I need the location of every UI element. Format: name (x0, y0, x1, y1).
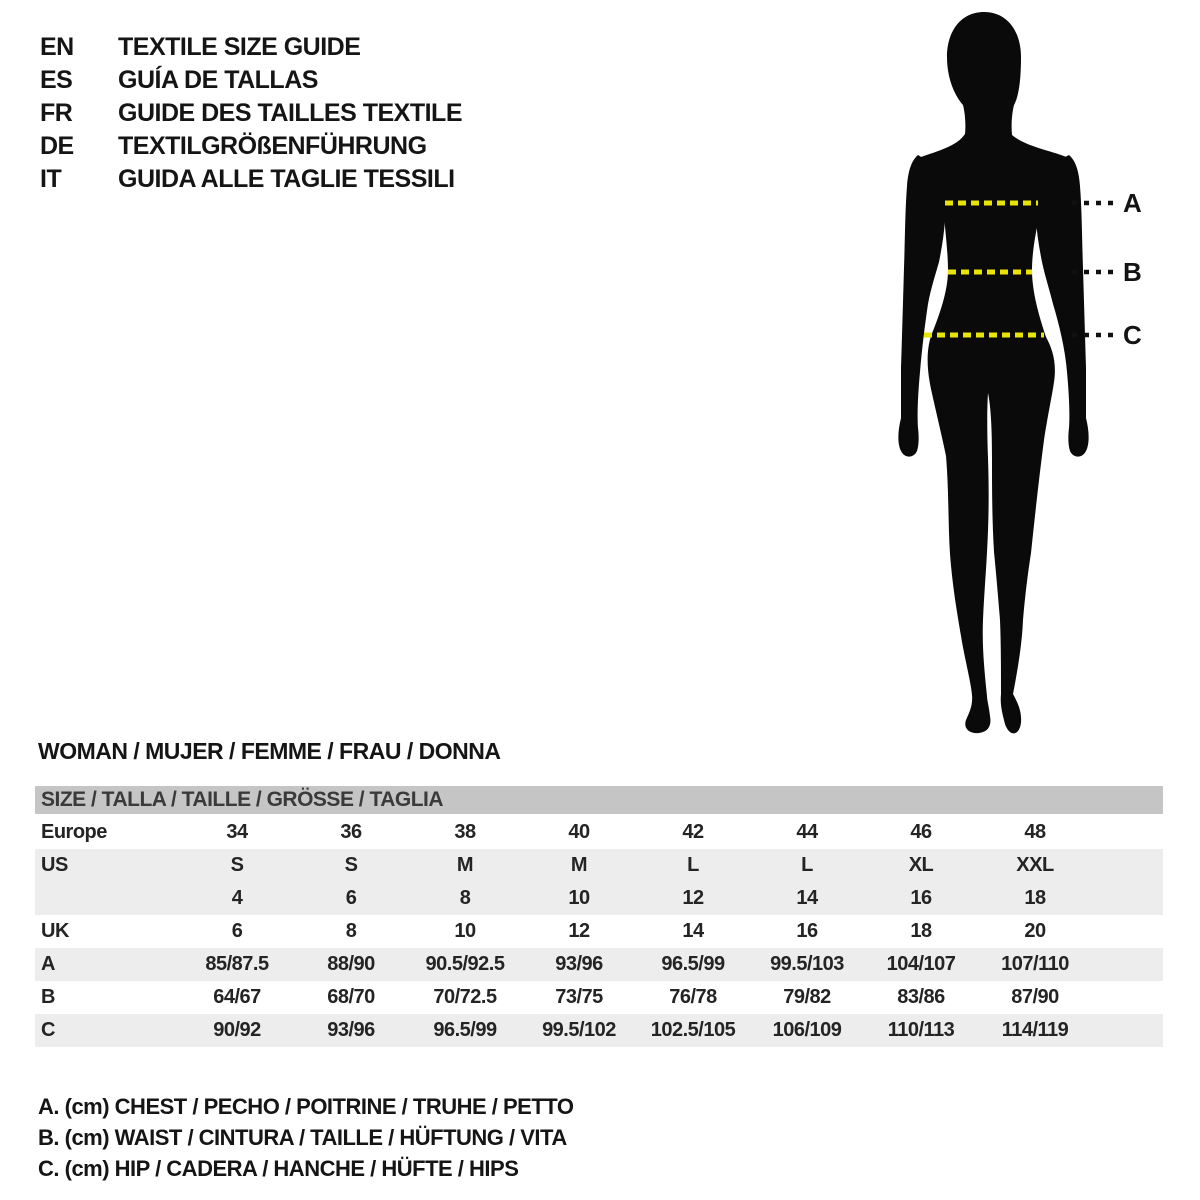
language-title: TEXTILE SIZE GUIDE (118, 33, 361, 61)
size-table (35, 786, 1163, 1047)
size-cell: 102.5/105 (636, 1014, 750, 1047)
size-cell: 85/87.5 (180, 948, 294, 981)
size-cell: 40 (568, 821, 590, 843)
size-cell: 38 (454, 821, 476, 843)
size-table-header-row (35, 786, 1163, 815)
language-title: GUIDE DES TAILLES TEXTILE (118, 99, 463, 127)
size-cell: 34 (226, 821, 248, 843)
language-row-es (40, 64, 462, 97)
size-table-header: SIZE / TALLA / TAILLE / GRÖSSE / TAGLIA (35, 786, 1163, 815)
size-cell: 64/67 (213, 986, 261, 1008)
size-cell: 110/113 (864, 1014, 978, 1047)
size-cell: 93/96 (522, 948, 636, 981)
size-cell: 36 (340, 821, 362, 843)
table-row (35, 849, 1163, 882)
size-cell: 114/119 (978, 1014, 1092, 1047)
legend-line-chest: A. (cm) CHEST / PECHO / POITRINE / TRUHE / PETTO (38, 1094, 574, 1119)
size-cell: 87/90 (1011, 986, 1059, 1008)
size-cell: 96.5/99 (408, 1014, 522, 1047)
size-cell: S (294, 849, 408, 882)
size-cell: 106/109 (750, 1014, 864, 1047)
language-title: GUIDA ALLE TAGLIE TESSILI (118, 165, 455, 193)
size-cell: M (408, 849, 522, 882)
measurement-legend (38, 1091, 573, 1184)
language-code: EN (40, 33, 74, 61)
language-title: GUÍA DE TALLAS (118, 66, 318, 94)
size-cell: 42 (682, 821, 704, 843)
size-cell: 104/107 (864, 948, 978, 981)
language-row-it (40, 163, 462, 196)
row-label: A (35, 948, 180, 981)
size-cell: 12 (568, 920, 590, 942)
spacer-cell (1092, 981, 1163, 1014)
size-cell: 8 (345, 920, 357, 942)
size-cell: 8 (408, 882, 522, 915)
marker-label-b: B (1123, 257, 1142, 287)
size-cell: 73/75 (555, 986, 603, 1008)
gender-section-title: WOMAN / MUJER / FEMME / FRAU / DONNA (38, 738, 501, 764)
size-table-body (35, 815, 1163, 1047)
size-cell: 14 (750, 882, 864, 915)
legend-line-hip: C. (cm) HIP / CADERA / HANCHE / HÜFTE / HIPS (38, 1156, 519, 1181)
row-label: Europe (41, 821, 107, 843)
row-label (35, 882, 180, 915)
size-cell: 18 (910, 920, 932, 942)
spacer-cell (1092, 1014, 1163, 1047)
woman-silhouette-figure (860, 0, 1160, 760)
size-cell: 90.5/92.5 (408, 948, 522, 981)
size-cell: L (636, 849, 750, 882)
spacer-cell (1092, 915, 1163, 948)
size-cell: 12 (636, 882, 750, 915)
table-row (35, 948, 1163, 981)
size-cell: 10 (522, 882, 636, 915)
size-cell: 44 (796, 821, 818, 843)
size-cell: 10 (454, 920, 476, 942)
size-cell: 68/70 (327, 986, 375, 1008)
size-cell: 99.5/102 (522, 1014, 636, 1047)
spacer-cell (1092, 849, 1163, 882)
language-code: IT (40, 165, 62, 193)
size-cell: 48 (1024, 821, 1046, 843)
row-label: B (41, 986, 55, 1008)
language-title: TEXTILGRÖßENFÜHRUNG (118, 132, 427, 160)
size-cell: L (750, 849, 864, 882)
size-cell: 88/90 (294, 948, 408, 981)
language-code: DE (40, 132, 74, 160)
size-cell: 14 (682, 920, 704, 942)
size-cell: XXL (978, 849, 1092, 882)
size-cell: 16 (796, 920, 818, 942)
size-cell: 76/78 (669, 986, 717, 1008)
marker-label-a: A (1123, 188, 1142, 218)
size-cell: 16 (864, 882, 978, 915)
row-label: C (35, 1014, 180, 1047)
table-row (35, 882, 1163, 915)
table-row (35, 1014, 1163, 1047)
size-cell: 70/72.5 (433, 986, 497, 1008)
language-code: ES (40, 66, 73, 94)
size-cell: 79/82 (783, 986, 831, 1008)
size-cell: XL (864, 849, 978, 882)
spacer-cell (1092, 815, 1163, 849)
table-row (35, 915, 1163, 948)
size-cell: 99.5/103 (750, 948, 864, 981)
size-cell: 93/96 (294, 1014, 408, 1047)
language-row-en (40, 31, 462, 64)
size-cell: 46 (910, 821, 932, 843)
size-cell: M (522, 849, 636, 882)
marker-label-c: C (1123, 320, 1142, 350)
size-cell: S (180, 849, 294, 882)
table-row (35, 981, 1163, 1014)
size-cell: 20 (1024, 920, 1046, 942)
size-cell: 90/92 (180, 1014, 294, 1047)
size-cell: 6 (294, 882, 408, 915)
size-cell: 4 (180, 882, 294, 915)
row-label: UK (41, 920, 69, 942)
language-row-de (40, 130, 462, 163)
row-label: US (35, 849, 180, 882)
language-code: FR (40, 99, 73, 127)
table-row (35, 815, 1163, 849)
legend-line-waist: B. (cm) WAIST / CINTURA / TAILLE / HÜFTUNG / VITA (38, 1125, 567, 1150)
silhouette-body (918, 12, 1069, 733)
size-cell: 83/86 (897, 986, 945, 1008)
size-cell: 96.5/99 (636, 948, 750, 981)
size-cell: 18 (978, 882, 1092, 915)
spacer-cell (1092, 948, 1163, 981)
spacer-cell (1092, 882, 1163, 915)
language-title-list (40, 31, 462, 196)
size-cell: 107/110 (978, 948, 1092, 981)
size-cell: 6 (231, 920, 243, 942)
language-row-fr (40, 97, 462, 130)
